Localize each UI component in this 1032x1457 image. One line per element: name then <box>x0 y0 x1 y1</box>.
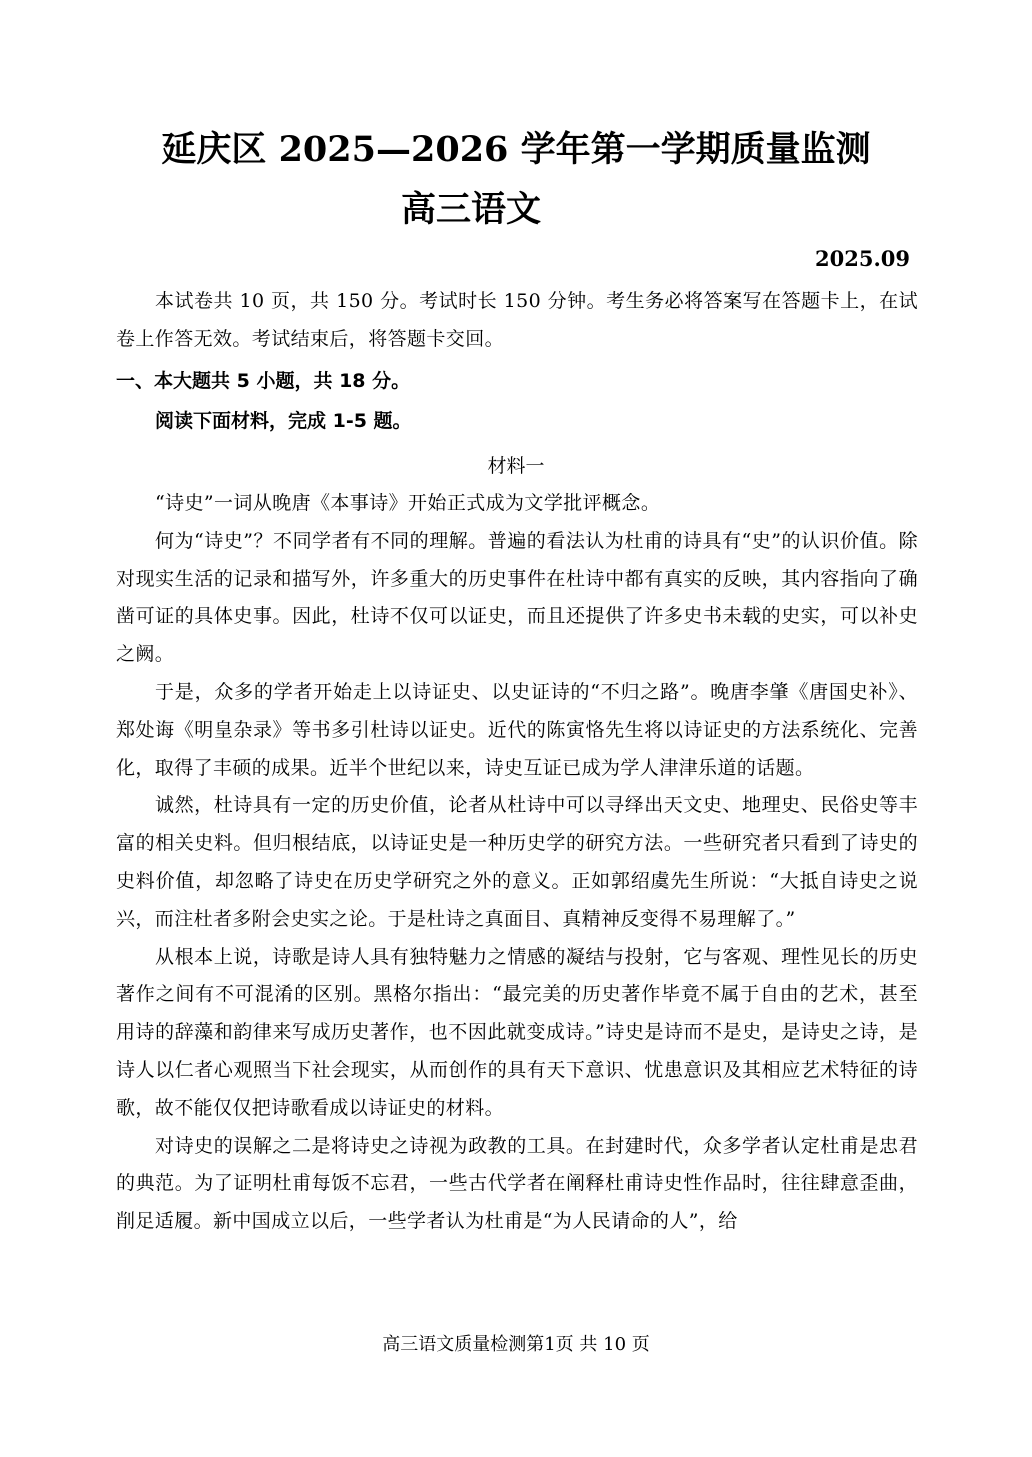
reading-instruction: 阅读下面材料，完成 1-5 题。 <box>155 410 412 432</box>
material-paragraph: “诗史”一词从晚唐《本事诗》开始正式成为文学批评概念。 <box>155 492 661 514</box>
material-paragraph: 于是，众多的学者开始走上以诗证史、以史证诗的“不归之路”。晚唐李肇《唐国史补》、郑处诲《明皇杂录》等书多引杜诗以证史。近代的陈寅恪先生将以诗证史的方法系统化、完善化，取得了丰硕的成果。近半个世纪以来，诗史互证已成为学人津津乐道的话题。 <box>116 680 918 779</box>
material-paragraph: 何为“诗史”？不同学者有不同的理解。普遍的看法认为杜甫的诗具有“史”的认识价值。除对现实生活的记录和描写外，许多重大的历史事件在杜诗中都有真实的反映，其内容指向了确凿可证的具体史事。因此，杜诗不仅可以证史，而且还提供了许多史书未载的史实，可以补史之阙。 <box>116 529 918 666</box>
material-title: 材料一 <box>487 455 545 477</box>
subject-title-text: 高三语文 <box>400 189 541 230</box>
page-footer: 高三语文质量检测第1页 共 10 页 <box>382 1334 650 1355</box>
material-body <box>116 485 918 1241</box>
material-paragraph: 诚然，杜诗具有一定的历史价值，论者从杜诗中可以寻绎出天文史、地理史、民俗史等丰富的相关史料。但归根结底，以诗证史是一种历史学的研究方法。一些研究者只看到了诗史的史料价值，却忽略了诗史在历史学研究之外的意义。正如郭绍虞先生所说：“大抵自诗史之说兴，而注杜者多附会史实之论。于是杜诗之真面目、真精神反变得不易理解了。” <box>116 794 918 930</box>
section-heading: 一、本大题共 5 小题，共 18 分。 <box>116 370 411 392</box>
subject-title <box>0 190 1032 230</box>
exam-title: 延庆区 2025—2026 学年第一学期质量监测 <box>161 129 871 170</box>
exam-instructions <box>116 283 918 359</box>
exam-date: 2025.09 <box>815 246 910 271</box>
instructions-paragraph: 本试卷共 10 页，共 150 分。考试时长 150 分钟。考生务必将答案写在答题卡上，在试卷上作答无效。考试结束后，将答题卡交回。 <box>116 290 918 350</box>
material-paragraph: 从根本上说，诗歌是诗人具有独特魅力之情感的凝结与投射，它与客观、理性见长的历史著作之间有不可混淆的区别。黑格尔指出：“最完美的历史著作毕竟不属于自由的艺术，甚至用诗的辞藻和韵律来写成历史著作，也不因此就变成诗。”诗史是诗而不是史，是诗史之诗，是诗人以仁者心观照当下社会现实，从而创作的具有天下意识、忧患意识及其相应艺术特征的诗歌，故不能仅仅把诗歌看成以诗证史的材料。 <box>116 945 918 1119</box>
material-paragraph: 对诗史的误解之二是将诗史之诗视为政教的工具。在封建时代，众多学者认定杜甫是忠君的典范。为了证明杜甫每饭不忘君，一些古代学者在阐释杜甫诗史性作品时，往往肆意歪曲，削足适履。新中国成立以后，一些学者认为杜甫是“为人民请命的人”，给 <box>116 1134 918 1233</box>
